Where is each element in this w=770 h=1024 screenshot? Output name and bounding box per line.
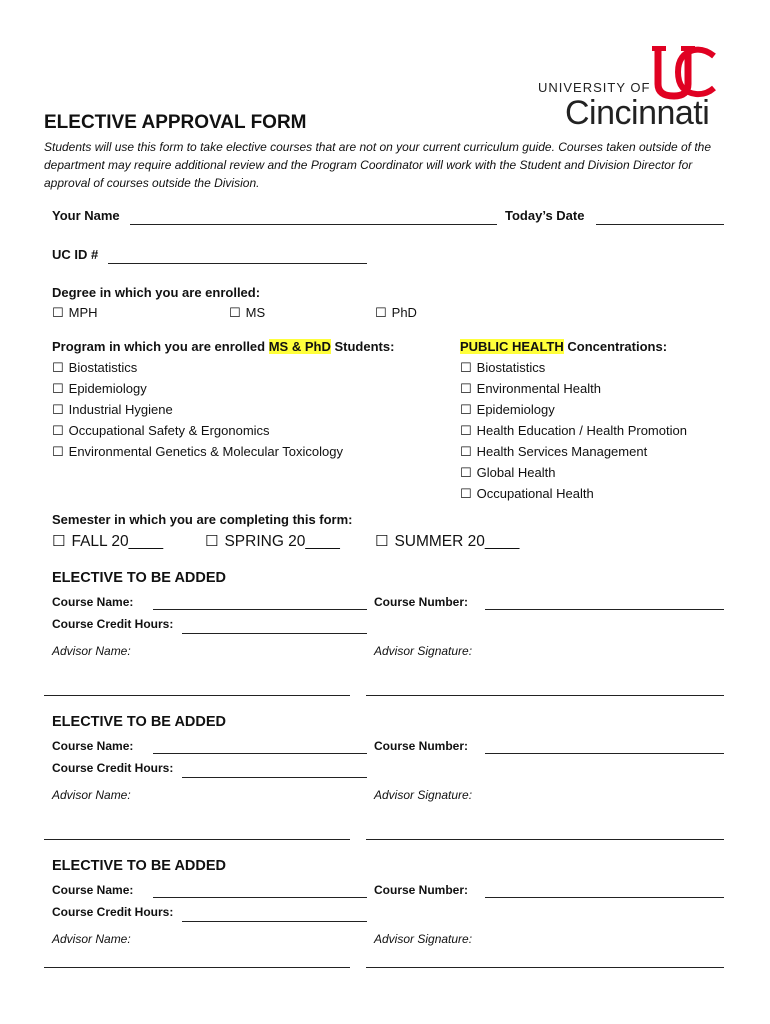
degree-label: Degree in which you are enrolled: bbox=[52, 285, 261, 300]
your-name-field[interactable] bbox=[130, 224, 497, 225]
checkbox-icon[interactable]: ☐ bbox=[375, 532, 389, 550]
degree-option-phd[interactable]: ☐ PhD bbox=[375, 305, 417, 321]
semester-option-fall[interactable]: ☐ FALL 20____ bbox=[52, 532, 164, 550]
program-option-occupational-safety[interactable]: ☐ Occupational Safety & Ergonomics bbox=[52, 423, 270, 439]
elective-section-2 bbox=[0, 712, 770, 844]
course-number-label: Course Number: bbox=[374, 739, 469, 753]
semester-option-spring[interactable]: ☐ SPRING 20____ bbox=[205, 532, 340, 550]
logo-cincinnati: Cincinnati bbox=[565, 94, 710, 132]
your-name-label: Your Name bbox=[52, 208, 120, 223]
advisor-signature-field[interactable] bbox=[366, 839, 724, 840]
concentration-option-health-education[interactable]: ☐ Health Education / Health Promotion bbox=[460, 423, 687, 439]
checkbox-icon[interactable]: ☐ bbox=[52, 403, 64, 418]
checkbox-icon[interactable]: ☐ bbox=[460, 466, 472, 481]
concentration-option-biostatistics[interactable]: ☐ Biostatistics bbox=[460, 360, 546, 376]
concentration-list bbox=[460, 358, 687, 505]
elective-heading: ELECTIVE TO BE ADDED bbox=[52, 714, 227, 730]
public-health-highlight: PUBLIC HEALTH bbox=[460, 339, 564, 354]
ucid-field[interactable] bbox=[108, 263, 367, 264]
checkbox-icon[interactable]: ☐ bbox=[52, 532, 66, 550]
advisor-name-label: Advisor Name: bbox=[52, 644, 131, 658]
elective-section-3 bbox=[0, 856, 770, 988]
credit-hours-field[interactable] bbox=[182, 921, 367, 922]
course-name-field[interactable] bbox=[153, 609, 367, 610]
course-number-field[interactable] bbox=[485, 897, 724, 898]
todays-date-label: Today’s Date bbox=[505, 208, 585, 223]
credit-hours-field[interactable] bbox=[182, 633, 367, 634]
checkbox-icon[interactable]: ☐ bbox=[460, 361, 472, 376]
program-option-industrial-hygiene[interactable]: ☐ Industrial Hygiene bbox=[52, 402, 173, 418]
credit-hours-label: Course Credit Hours: bbox=[52, 761, 174, 775]
checkbox-icon[interactable]: ☐ bbox=[460, 445, 472, 460]
advisor-name-label: Advisor Name: bbox=[52, 932, 131, 946]
checkbox-icon[interactable]: ☐ bbox=[52, 424, 64, 439]
checkbox-icon[interactable]: ☐ bbox=[460, 424, 472, 439]
concentration-option-epidemiology[interactable]: ☐ Epidemiology bbox=[460, 402, 555, 418]
advisor-signature-label: Advisor Signature: bbox=[374, 788, 473, 802]
advisor-signature-label: Advisor Signature: bbox=[374, 644, 473, 658]
elective-heading: ELECTIVE TO BE ADDED bbox=[52, 858, 227, 874]
credit-hours-label: Course Credit Hours: bbox=[52, 905, 174, 919]
course-name-field[interactable] bbox=[153, 897, 367, 898]
credit-hours-field[interactable] bbox=[182, 777, 367, 778]
program-option-biostatistics[interactable]: ☐ Biostatistics bbox=[52, 360, 138, 376]
advisor-name-field[interactable] bbox=[44, 967, 350, 968]
concentration-option-health-services[interactable]: ☐ Health Services Management bbox=[460, 444, 648, 460]
concentration-option-global-health[interactable]: ☐ Global Health bbox=[460, 465, 556, 481]
checkbox-icon[interactable]: ☐ bbox=[460, 487, 472, 502]
course-name-label: Course Name: bbox=[52, 739, 134, 753]
program-label: Program in which you are enrolled MS & PhD Students: bbox=[52, 339, 395, 354]
elective-heading: ELECTIVE TO BE ADDED bbox=[52, 570, 227, 586]
form-intro: Students will use this form to take elective courses that are not on your current curriculum guide. Courses taken outside of the department may require additional review and the Program Coordinator will work with the Student and Division Director for approval of courses outside the Division. bbox=[44, 140, 712, 190]
concentrations-label: PUBLIC HEALTH Concentrations: bbox=[460, 339, 668, 354]
course-number-field[interactable] bbox=[485, 753, 724, 754]
concentration-option-occupational-health[interactable]: ☐ Occupational Health bbox=[460, 486, 594, 502]
checkbox-icon[interactable]: ☐ bbox=[229, 306, 241, 321]
form-title: ELECTIVE APPROVAL FORM bbox=[44, 112, 307, 133]
course-number-field[interactable] bbox=[485, 609, 724, 610]
advisor-name-field[interactable] bbox=[44, 839, 350, 840]
course-name-label: Course Name: bbox=[52, 883, 134, 897]
checkbox-icon[interactable]: ☐ bbox=[460, 403, 472, 418]
course-number-label: Course Number: bbox=[374, 883, 469, 897]
advisor-signature-field[interactable] bbox=[366, 695, 724, 696]
program-option-environmental-genetics[interactable]: ☐ Environmental Genetics & Molecular Toxicology bbox=[52, 444, 343, 460]
logo-university-of: UNIVERSITY OF bbox=[538, 80, 651, 95]
advisor-signature-field[interactable] bbox=[366, 967, 724, 968]
semester-option-summer[interactable]: ☐ SUMMER 20____ bbox=[375, 532, 520, 550]
uc-logo-mark bbox=[648, 44, 718, 100]
ucid-label: UC ID # bbox=[52, 247, 99, 262]
degree-option-ms[interactable]: ☐ MS bbox=[229, 305, 266, 321]
program-option-epidemiology[interactable]: ☐ Epidemiology bbox=[52, 381, 147, 397]
course-name-label: Course Name: bbox=[52, 595, 134, 609]
checkbox-icon[interactable]: ☐ bbox=[375, 306, 387, 321]
course-name-field[interactable] bbox=[153, 753, 367, 754]
program-list bbox=[52, 358, 343, 463]
checkbox-icon[interactable]: ☐ bbox=[205, 532, 219, 550]
checkbox-icon[interactable]: ☐ bbox=[460, 382, 472, 397]
semester-label: Semester in which you are completing this form: bbox=[52, 512, 353, 527]
checkbox-icon[interactable]: ☐ bbox=[52, 306, 64, 321]
advisor-name-field[interactable] bbox=[44, 695, 350, 696]
credit-hours-label: Course Credit Hours: bbox=[52, 617, 174, 631]
program-highlight: MS & PhD bbox=[268, 339, 331, 354]
advisor-signature-label: Advisor Signature: bbox=[374, 932, 473, 946]
advisor-name-label: Advisor Name: bbox=[52, 788, 131, 802]
checkbox-icon[interactable]: ☐ bbox=[52, 361, 64, 376]
checkbox-icon[interactable]: ☐ bbox=[52, 382, 64, 397]
checkbox-icon[interactable]: ☐ bbox=[52, 445, 64, 460]
todays-date-field[interactable] bbox=[596, 224, 724, 225]
concentration-option-environmental-health[interactable]: ☐ Environmental Health bbox=[460, 381, 601, 397]
course-number-label: Course Number: bbox=[374, 595, 469, 609]
degree-option-mph[interactable]: ☐ MPH bbox=[52, 305, 98, 321]
elective-section-1 bbox=[0, 568, 770, 700]
